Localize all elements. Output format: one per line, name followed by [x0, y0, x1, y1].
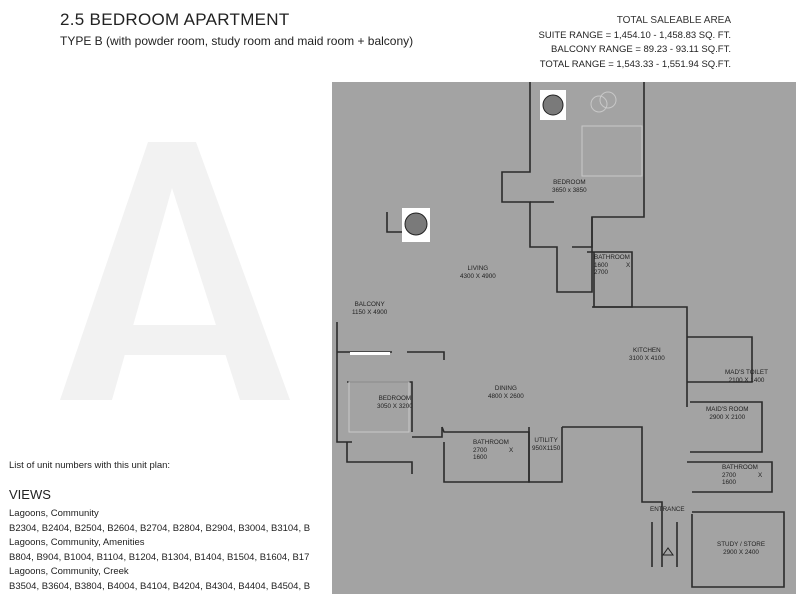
unit-numbers: B2304, B2404, B2504, B2604, B2704, B2804, B2904, B3004, B3104, B — [9, 522, 311, 534]
unit-numbers: B3504, B3604, B3804, B4004, B4104, B4204, B4304, B4404, B4504, B — [9, 580, 311, 592]
total-range: TOTAL RANGE = 1,543.33 - 1,551.94 SQ.FT. — [539, 58, 731, 70]
room-study: STUDY / STORE 2900 X 2400 — [717, 541, 766, 556]
unit-list-intro: List of unit numbers with this unit plan: — [9, 460, 171, 471]
page-title: 2.5 BEDROOM APARTMENT — [60, 10, 290, 29]
room-bathroom-3: BATHROOM 2700 X 1600 — [722, 464, 763, 486]
room-bathroom-2: BATHROOM 2700 X 1600 — [473, 439, 514, 461]
room-entrance: ENTRANCE — [650, 506, 685, 513]
area-heading: TOTAL SALEABLE AREA — [616, 15, 731, 26]
room-bathroom-1: BATHROOM 1600 X 2700 — [594, 254, 631, 276]
view-name: Lagoons, Community, Creek — [9, 566, 129, 577]
room-bedroom-1: BEDROOM 3650 x 3850 — [552, 179, 587, 194]
views-heading: VIEWS — [9, 487, 51, 502]
page-subtitle: TYPE B (with powder room, study room and maid room + balcony) — [60, 34, 414, 48]
room-balcony: BALCONY 1150 X 4900 — [352, 301, 388, 316]
room-maids-toilet: MAD'S TOILET 2100 X 1400 — [725, 369, 768, 384]
balcony-range: BALCONY RANGE = 89.23 - 93.11 SQ.FT. — [551, 44, 731, 55]
room-maids-room: MAID'S ROOM 2900 X 2100 — [706, 406, 749, 421]
room-dining: DINING 4800 X 2600 — [488, 385, 524, 400]
floor-plan — [332, 82, 796, 594]
view-name: Lagoons, Community — [9, 508, 99, 519]
saleable-area-block — [539, 14, 731, 72]
suite-range: SUITE RANGE = 1,454.10 - 1,458.83 SQ. FT. — [538, 29, 731, 41]
room-bedroom-2: BEDROOM 3050 X 3200 — [377, 395, 413, 410]
room-kitchen: KITCHEN 3100 X 4100 — [629, 347, 665, 362]
room-living: LIVING 4300 X 4900 — [460, 265, 496, 280]
floor-plan-drawing — [332, 82, 796, 594]
view-name: Lagoons, Community, Amenities — [9, 537, 145, 548]
views-list — [9, 507, 332, 594]
room-utility: UTILITY 950X1150 — [532, 437, 561, 452]
unit-numbers: B804, B904, B1004, B1104, B1204, B1304, B1404, B1504, B1604, B17 — [9, 551, 310, 563]
